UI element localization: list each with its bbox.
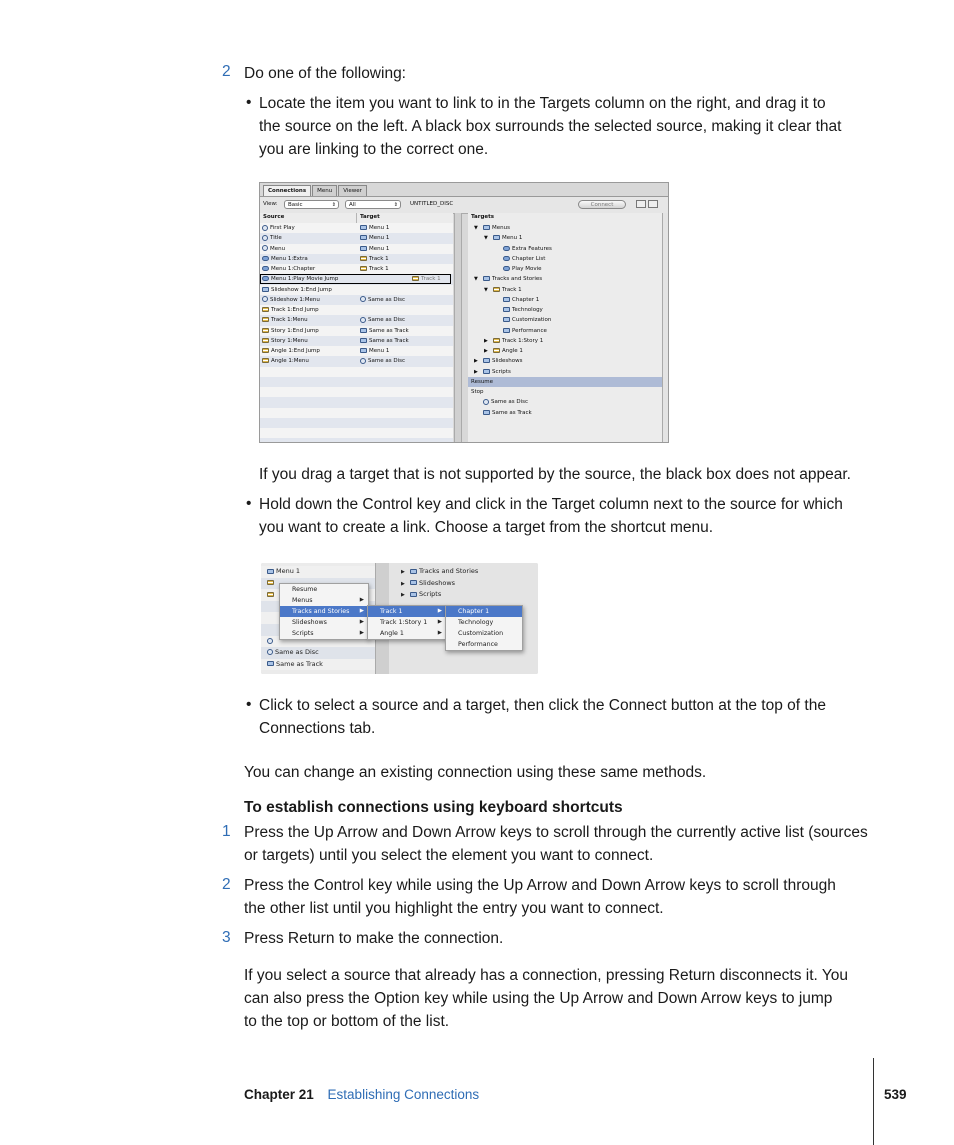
source-cell[interactable]: [262, 295, 320, 305]
target-tree-item[interactable]: [468, 346, 662, 356]
item-icon: [493, 348, 500, 353]
step-text: Press the Up Arrow and Down Arrow keys to scroll through the currently active list (sources: [244, 824, 868, 841]
connection-row[interactable]: [260, 356, 453, 366]
body-paragraph: to the top or bottom of the list.: [244, 1013, 450, 1030]
pane-splitter[interactable]: [454, 213, 462, 443]
menu-item-label: Track 1: [380, 608, 403, 615]
footer-chapter: [244, 1087, 479, 1102]
submenu-arrow-icon: ▶: [359, 619, 364, 625]
connection-row[interactable]: [260, 233, 453, 243]
target-tree-label: Customization: [512, 317, 552, 324]
target-tree-item[interactable]: [468, 397, 662, 407]
target-icon: [360, 338, 367, 343]
bullet-text: Connections tab.: [259, 720, 376, 737]
submenu-arrow-icon: ▶: [437, 630, 442, 636]
target-tree-label: Angle 1: [502, 348, 523, 354]
track-icon: [267, 580, 274, 585]
target-icon: [360, 225, 367, 230]
drag-ghost-label: Track 1: [421, 276, 441, 282]
target-tree-item[interactable]: [468, 285, 662, 295]
item-icon: [493, 338, 500, 343]
source-label: Angle 1:End Jump: [271, 348, 320, 354]
view-popup[interactable]: [284, 200, 339, 209]
connection-list: [260, 223, 453, 443]
tab-menu[interactable]: Menu: [312, 185, 337, 196]
source-cell[interactable]: [262, 326, 319, 336]
menu-item[interactable]: [446, 606, 522, 617]
target-tree-item[interactable]: [389, 589, 538, 601]
target-tree-item[interactable]: [468, 244, 662, 254]
empty-row: [260, 387, 453, 397]
source-cell[interactable]: [262, 264, 315, 274]
disclosure-closed-icon[interactable]: ▶: [484, 337, 488, 344]
menu-item[interactable]: [280, 617, 368, 628]
source-label: Track 1:Menu: [271, 317, 308, 324]
target-tree-label: Menu 1: [502, 235, 523, 242]
target-cell[interactable]: [360, 356, 405, 366]
item-icon: [503, 317, 510, 322]
bullet-text: you want to create a link. Choose a target from the shortcut menu.: [259, 519, 714, 536]
target-cell[interactable]: [360, 264, 389, 274]
target-tree-label: Performance: [512, 327, 547, 334]
target-label: Same as Track: [369, 337, 409, 344]
source-column-header: Source: [263, 214, 285, 220]
bullet-text: you are linking to the correct one.: [259, 141, 489, 158]
menu-item-label: Slideshows: [292, 619, 327, 626]
folder-icon: [410, 580, 417, 585]
target-cell[interactable]: [360, 244, 389, 254]
step-number: 1: [222, 823, 231, 840]
source-label: First Play: [270, 225, 295, 231]
target-tree-item[interactable]: [468, 254, 662, 264]
source-cell[interactable]: [262, 285, 332, 295]
target-tree-item[interactable]: [468, 264, 662, 274]
target-tree-label: Technology: [512, 307, 543, 313]
target-label: Same as Disc: [368, 317, 405, 324]
target-label: Same as Track: [369, 327, 409, 334]
source-cell[interactable]: [262, 254, 308, 264]
target-label: Menu 1: [369, 235, 390, 242]
source-label: Slideshow 1:Menu: [270, 296, 320, 303]
target-tree-label: Menus: [492, 225, 510, 231]
target-label: Same as Disc: [275, 648, 319, 657]
target-cell[interactable]: [261, 566, 375, 578]
target-cell[interactable]: [360, 336, 409, 346]
submenu-arrow-icon: ▶: [359, 597, 364, 603]
item-icon: [483, 358, 490, 363]
item-icon: [483, 276, 490, 281]
target-tree-item[interactable]: [389, 578, 538, 590]
source-icon: [262, 307, 269, 312]
menu-item-label: Performance: [458, 641, 498, 648]
source-icon: [262, 235, 268, 241]
track-icon: [412, 276, 419, 281]
disclosure-open-icon[interactable]: ▼: [474, 276, 478, 283]
target-label: Menu 1: [276, 567, 301, 575]
source-icon: [262, 317, 269, 322]
menu-item[interactable]: [446, 617, 522, 628]
target-tree-item[interactable]: [468, 387, 662, 397]
submenu-arrow-icon: ▶: [359, 608, 364, 614]
source-label: Angle 1:Menu: [271, 358, 309, 365]
empty-row: [260, 367, 453, 377]
target-tree-item[interactable]: [468, 326, 662, 336]
target-tree-label: Tracks and Stories: [419, 567, 479, 575]
source-icon: [262, 225, 268, 231]
source-label: Slideshow 1:End Jump: [271, 286, 332, 293]
bullet-text: Hold down the Control key and click in the Target column next to the source for which: [259, 496, 843, 513]
target-icon: [267, 649, 273, 655]
target-icon: [360, 328, 367, 333]
source-cell[interactable]: [262, 315, 308, 325]
source-icon: [262, 256, 269, 261]
filter-popup-value: All: [349, 202, 356, 208]
item-icon: [503, 328, 510, 333]
target-tree-item[interactable]: [468, 336, 662, 346]
target-cell[interactable]: [360, 254, 389, 264]
popup-arrow-icon: ⇕: [393, 202, 398, 208]
body-paragraph: can also press the Option key while using the Up Arrow and Down Arrow keys to jump: [244, 990, 833, 1007]
scrollbar[interactable]: [662, 213, 669, 443]
target-label: Track 1: [369, 255, 389, 262]
menu-item[interactable]: [368, 606, 446, 617]
connect-button[interactable]: Connect: [578, 200, 626, 209]
connections-tab-screenshot: [259, 182, 669, 443]
target-tree-item[interactable]: [468, 356, 662, 366]
menu-item[interactable]: [280, 606, 368, 617]
target-tree-label: Resume: [471, 378, 494, 385]
target-tree-item[interactable]: [468, 295, 662, 305]
menu-item[interactable]: [368, 628, 446, 639]
body-paragraph: You can change an existing connection using these same methods.: [244, 764, 707, 781]
menu-item[interactable]: [446, 628, 522, 639]
target-tree-label: Chapter 1: [512, 296, 540, 303]
target-tree-label: Scripts: [419, 590, 442, 599]
item-icon: [503, 246, 510, 251]
popup-arrow-icon: ⇕: [331, 202, 336, 208]
target-tree-label: Same as Disc: [491, 399, 528, 406]
bullet-glyph: •: [246, 94, 252, 111]
view-mode-icon[interactable]: [648, 200, 658, 208]
empty-row: [260, 428, 453, 438]
tab-viewer[interactable]: Viewer: [338, 185, 367, 196]
menu-item-label: Track 1:Story 1: [380, 619, 428, 626]
menu-item-label: Technology: [458, 619, 494, 626]
menu-item[interactable]: [368, 617, 446, 628]
target-cell[interactable]: [261, 659, 375, 671]
page-number: 539: [884, 1087, 907, 1102]
source-label: Menu 1:Chapter: [271, 266, 316, 272]
submenu-arrow-icon: ▶: [359, 630, 364, 636]
item-icon: [483, 369, 490, 374]
view-popup-value: Basic: [288, 202, 303, 208]
target-icon: [360, 235, 367, 240]
item-icon: [493, 235, 500, 240]
target-icon: [360, 256, 367, 261]
target-tree-item[interactable]: [468, 274, 662, 284]
filter-popup[interactable]: [345, 200, 401, 209]
target-icon: [360, 246, 367, 251]
source-label: Story 1:End Jump: [271, 327, 319, 334]
shortcut-menu: [279, 583, 369, 640]
empty-row: [260, 418, 453, 428]
disclosure-closed-icon[interactable]: ▶: [484, 348, 488, 354]
connection-row[interactable]: [260, 336, 453, 346]
target-tree-label: Play Movie: [512, 266, 542, 272]
target-tree-label: Same as Track: [492, 409, 532, 416]
submenu-arrow-icon: ▶: [437, 608, 442, 614]
empty-row: [260, 397, 453, 407]
section-heading: To establish connections using keyboard shortcuts: [244, 799, 623, 816]
source-icon: [262, 328, 269, 333]
menu-item-label: Menus: [292, 597, 313, 604]
source-icon: [262, 358, 269, 363]
disc-name: UNTITLED_DISC: [410, 201, 454, 207]
connection-row[interactable]: [260, 295, 453, 305]
tab-bar: [263, 185, 368, 196]
note-text: If you drag a target that is not supported by the source, the black box does not appear.: [259, 466, 851, 483]
submenu-track-1: [445, 605, 523, 651]
source-icon: [262, 266, 269, 271]
source-label: Story 1:Menu: [271, 337, 308, 344]
source-cell[interactable]: [262, 233, 282, 243]
targets-column-header: Targets: [471, 214, 495, 220]
target-cell[interactable]: [360, 326, 409, 336]
target-column-header: Target: [360, 214, 380, 220]
item-icon: [503, 256, 510, 261]
target-cell[interactable]: [360, 315, 405, 325]
disclosure-open-icon[interactable]: ▼: [474, 225, 478, 231]
source-cell[interactable]: [262, 336, 308, 346]
target-icon: [360, 296, 366, 302]
source-cell[interactable]: [262, 244, 285, 254]
target-tree-label: Extra Features: [512, 245, 552, 252]
step-number: 3: [222, 929, 231, 946]
step-text: Do one of the following:: [244, 65, 406, 82]
bullet-glyph: •: [246, 696, 252, 713]
disclosure-closed-icon[interactable]: ▶: [474, 368, 478, 375]
target-label: Menu 1: [369, 245, 390, 252]
submenu-tracks: [367, 605, 447, 640]
empty-row: [260, 438, 453, 443]
source-cell[interactable]: [262, 223, 295, 233]
source-icon: [262, 348, 269, 353]
item-icon: [503, 307, 510, 312]
source-label: Menu 1:Extra: [271, 255, 308, 262]
body-paragraph: If you select a source that already has a connection, pressing Return disconnects it. You: [244, 967, 849, 984]
target-tree-label: Track 1: [502, 286, 522, 293]
source-label: Menu 1:Play Movie Jump: [271, 276, 339, 283]
target-tree-label: Track 1:Story 1: [502, 337, 544, 344]
item-icon: [483, 399, 489, 405]
view-label: View:: [263, 201, 278, 207]
menu-item[interactable]: [280, 595, 368, 606]
target-label: Menu 1: [369, 225, 390, 231]
source-icon: [262, 287, 269, 292]
connection-row[interactable]: [260, 315, 453, 325]
connection-row[interactable]: [260, 326, 453, 336]
chapter-title-link[interactable]: Establishing Connections: [327, 1087, 480, 1102]
folder-icon: [410, 592, 417, 597]
shortcut-menu-screenshot: [261, 563, 538, 674]
disclosure-closed-icon[interactable]: ▶: [401, 569, 405, 575]
bullet-text: Click to select a source and a target, then click the Connect button at the top of the: [259, 697, 826, 714]
connection-row[interactable]: [260, 244, 453, 254]
target-label: Same as Track: [276, 659, 323, 668]
disclosure-closed-icon[interactable]: ▶: [401, 592, 405, 599]
target-cell[interactable]: [261, 647, 375, 659]
target-icon: [360, 317, 366, 323]
targets-pane: [468, 213, 662, 443]
step-number: 2: [222, 63, 231, 80]
source-icon: [262, 338, 269, 343]
disclosure-open-icon[interactable]: ▼: [484, 286, 488, 293]
source-icon: [262, 245, 268, 251]
step-text: Press Return to make the connection.: [244, 930, 504, 947]
menu-item-label: Chapter 1: [458, 608, 490, 615]
target-tree-item[interactable]: [468, 223, 662, 233]
source-label: Title: [270, 235, 282, 242]
connection-row[interactable]: [260, 223, 453, 233]
target-tree-label: Slideshows: [492, 358, 523, 365]
target-label: Same as Disc: [368, 358, 405, 365]
disclosure-closed-icon[interactable]: ▶: [474, 358, 478, 365]
source-cell[interactable]: [262, 346, 320, 356]
track-icon: [267, 592, 274, 597]
tab-connections[interactable]: Connections: [263, 185, 311, 196]
bullet-glyph: •: [246, 495, 252, 512]
target-icon: [267, 569, 274, 574]
target-label: Track 1: [369, 266, 389, 272]
menu-item-label: Customization: [458, 630, 504, 637]
target-tree-item[interactable]: [389, 566, 538, 578]
chapter-number: Chapter 21: [244, 1087, 314, 1102]
menu-item-label: Tracks and Stories: [292, 608, 350, 615]
empty-row: [260, 377, 453, 387]
target-cell[interactable]: [360, 295, 405, 305]
connection-row[interactable]: [260, 254, 453, 264]
target-label: Same as Disc: [368, 296, 405, 303]
step-text: Press the Control key while using the Up Arrow and Down Arrow keys to scroll through: [244, 877, 836, 894]
source-label: Track 1:End Jump: [271, 307, 319, 313]
target-tree-item[interactable]: [468, 377, 662, 387]
target-tree-item[interactable]: [468, 305, 662, 315]
target-icon: [360, 348, 367, 353]
target-cell[interactable]: [360, 223, 389, 233]
connection-row[interactable]: [260, 285, 453, 295]
item-icon: [493, 287, 500, 292]
target-tree-label: Chapter List: [512, 255, 546, 262]
source-icon: [262, 296, 268, 302]
item-icon: [483, 225, 490, 230]
view-mode-icon[interactable]: [636, 200, 646, 208]
item-icon: [503, 266, 510, 271]
step-text: or targets) until you select the element you want to connect.: [244, 847, 654, 864]
bullet-text: the source on the left. A black box surrounds the selected source, making it clear that: [259, 118, 842, 135]
target-icon: [267, 661, 274, 666]
target-tree-label: Tracks and Stories: [492, 276, 543, 283]
disclosure-open-icon[interactable]: ▼: [484, 235, 488, 242]
source-cell[interactable]: [262, 305, 319, 315]
step-text: the other list until you highlight the entry you want to connect.: [244, 900, 664, 917]
item-icon: [483, 410, 490, 415]
connection-row[interactable]: [260, 305, 453, 315]
target-tree-item[interactable]: [468, 315, 662, 325]
bullet-text: Locate the item you want to link to in the Targets column on the right, and drag it to: [259, 95, 826, 112]
connection-row[interactable]: [260, 264, 453, 274]
disc-icon: [267, 638, 273, 644]
footer-divider: [873, 1058, 874, 1145]
connections-toolbar: [260, 196, 668, 214]
connection-row[interactable]: [260, 346, 453, 356]
menu-item-label: Scripts: [292, 630, 314, 637]
menu-item[interactable]: [446, 639, 522, 650]
target-icon: [360, 266, 367, 271]
target-tree-item[interactable]: [468, 408, 662, 418]
submenu-arrow-icon: ▶: [437, 619, 442, 625]
folder-icon: [410, 569, 417, 574]
source-label: Menu: [270, 245, 286, 252]
target-tree-label: Scripts: [492, 368, 511, 375]
disclosure-closed-icon[interactable]: ▶: [401, 580, 405, 587]
target-tree-label: Stop: [471, 389, 484, 395]
step-number: 2: [222, 876, 231, 893]
target-tree-item[interactable]: [468, 233, 662, 243]
menu-item[interactable]: [280, 584, 368, 595]
target-tree-label: Slideshows: [419, 578, 456, 587]
empty-row: [260, 408, 453, 418]
target-label: Menu 1: [369, 348, 390, 354]
target-icon: [360, 358, 366, 364]
target-cell[interactable]: [360, 346, 389, 356]
menu-item-label: Angle 1: [380, 630, 404, 637]
target-cell[interactable]: [360, 233, 389, 243]
drag-ghost: [412, 276, 441, 282]
item-icon: [503, 297, 510, 302]
source-cell[interactable]: [262, 356, 309, 366]
menu-item[interactable]: [280, 628, 368, 639]
menu-item-label: Resume: [292, 586, 318, 593]
target-tree-item[interactable]: [468, 367, 662, 377]
